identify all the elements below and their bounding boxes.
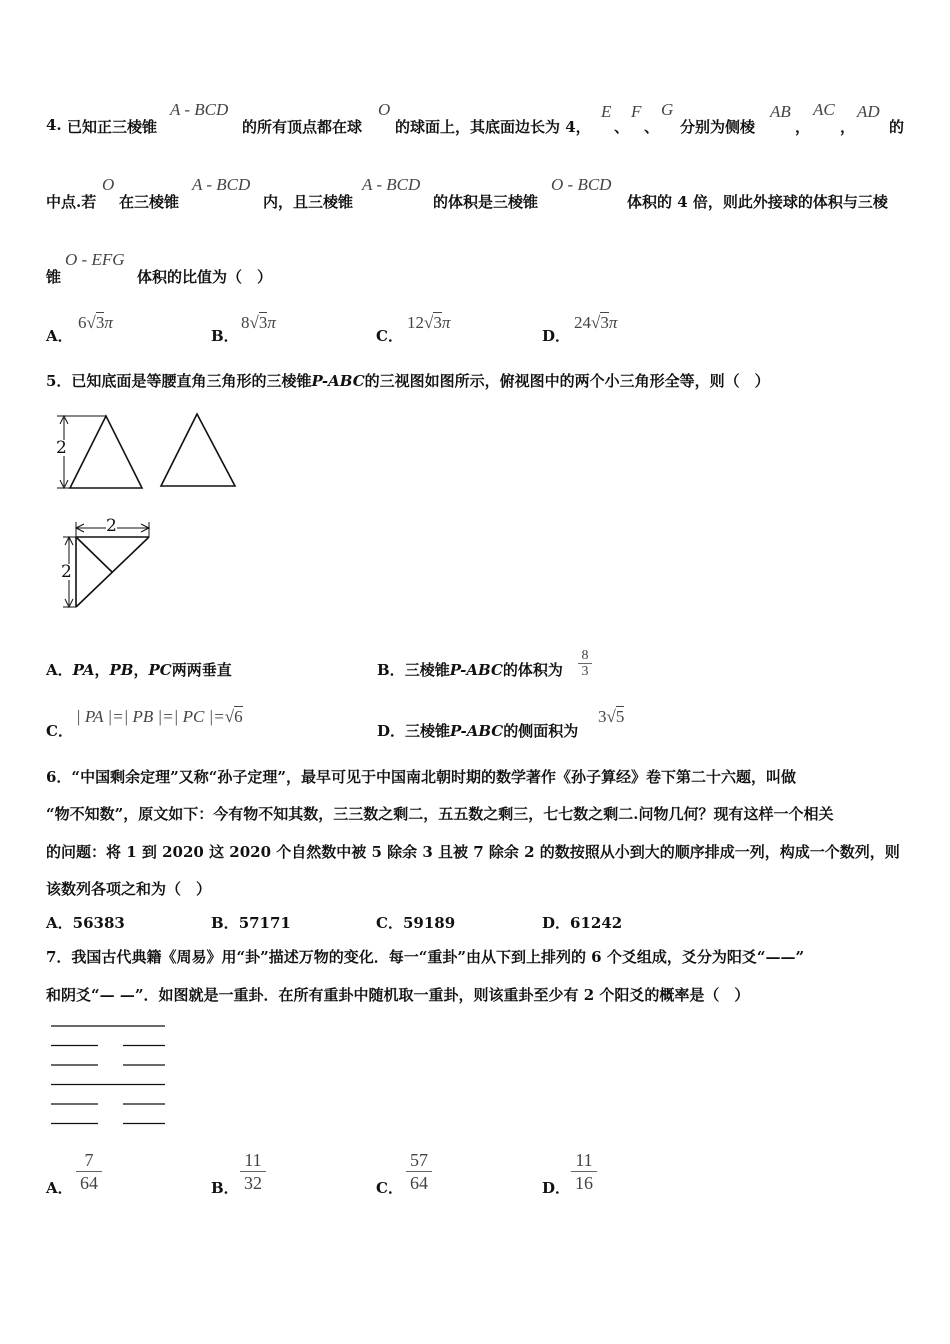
q4-l3-text-2: 体积的比值为（ ）: [137, 268, 273, 286]
q7-option-d-fraction: 11 16: [571, 1150, 597, 1193]
q4-sep-2: 、: [644, 118, 660, 136]
sqrt-sign: √: [86, 313, 96, 332]
q4-l2-math-pyramid-3: O - BCD: [551, 175, 612, 194]
q4-l2-text-1: 中点.若: [46, 193, 97, 211]
q4-sep-1: 、: [614, 118, 630, 136]
top-view-dim-label-v: 2: [61, 562, 72, 582]
q7-option-a-label: A．: [46, 1179, 73, 1197]
q4-number: 4.: [46, 116, 62, 134]
q7-option-c-fraction: 57 64: [406, 1150, 432, 1193]
q4-text-4: 分别为侧棱: [680, 118, 756, 136]
q7-line-2: 和阴爻“— —”．如图就是一重卦．在所有重卦中随机取一重卦，则该重卦至少有 2 个阳爻的概率是（ ）: [46, 986, 750, 1004]
q4-l2-math-o: O: [102, 175, 115, 194]
sqrt-sign: √: [424, 313, 434, 332]
q4-comma-2: ，: [840, 118, 856, 136]
q4-math-f: F: [631, 102, 642, 121]
q6-line-4: 该数列各项之和为（ ）: [46, 880, 212, 898]
q6-line-2: “物不知数”，原文如下：今有物不知其数，三三数之剩二，五五数之剩三，七七数之剩二.问物几何？现有这样一个相关: [46, 805, 834, 823]
q4-option-c-label: C．: [376, 327, 403, 345]
sqrt-sign: √: [249, 313, 259, 332]
q4-l2-math-pyramid-1: A - BCD: [192, 175, 251, 194]
q4-text-3: 的球面上，其底面边长为 4，: [395, 118, 591, 136]
q5-option-c-expr: | PA |=| PB |=| PC |=√6: [76, 707, 243, 726]
q7-option-c-label: C．: [376, 1179, 403, 1197]
q6-option-d: D．61242: [542, 914, 623, 932]
q4-text-2: 的所有顶点都在球: [242, 118, 363, 136]
q4-text-5: 的: [889, 118, 905, 136]
q5-option-d: D．三棱锥P-ABC的侧面积为: [377, 722, 579, 740]
q4-option-a-value: 6√3π: [78, 313, 113, 332]
q4-math-ac: AC: [813, 100, 835, 119]
q6-option-c: C．59189: [376, 914, 456, 932]
q4-l2-text-2: 在三棱锥: [119, 193, 180, 211]
sqrt-sign: √: [591, 313, 601, 332]
q4-l3-text-1: 锥: [46, 268, 62, 286]
q5-option-c-label: C．: [46, 722, 73, 740]
q4-option-b-label: B．: [211, 327, 239, 345]
q6-option-a: A．56383: [46, 914, 125, 932]
q5-option-a: A．PA，PB，PC两两垂直: [46, 661, 232, 679]
q4-option-a-label: A．: [46, 327, 73, 345]
q4-l2-text-5: 体积的 4 倍，则此外接球的体积与三棱: [627, 193, 888, 211]
q7-option-b-label: B．: [211, 1179, 239, 1197]
q6-line-1: 6．“中国剩余定理”又称“孙子定理”，最早可见于中国南北朝时期的数学著作《孙子算经》卷下第二十六题，叫做: [46, 768, 796, 786]
q4-l2-text-3: 内，且三棱锥: [263, 193, 354, 211]
q7-line-1: 7．我国古代典籍《周易》用“卦”描述万物的变化．每一“重卦”由从下到上排列的 6 个爻组成，爻分为阳爻“——”: [46, 948, 805, 966]
q6-line-3: 的问题：将 1 到 2020 这 2020 个自然数中被 5 除余 3 且被 7 除余 2 的数按照从小到大的顺序排成一列，构成一个数列，则: [46, 843, 900, 861]
q5-option-b: B．三棱锥P-ABC的体积为: [377, 661, 563, 679]
q5-option-d-value: 3√5: [598, 707, 625, 726]
q4-option-d-value: 24√3π: [574, 313, 618, 332]
top-view-dim-label-h: 2: [106, 516, 117, 536]
q4-option-b-value: 8√3π: [241, 313, 276, 332]
q4-l3-math-pyramid: O - EFG: [65, 250, 125, 269]
sqrt-sign: √: [606, 707, 616, 726]
q4-text-1: 已知正三棱锥: [67, 118, 158, 136]
q6-option-b: B．57171: [211, 914, 291, 932]
q4-math-e: E: [601, 102, 612, 121]
q4-option-d-label: D．: [542, 327, 571, 345]
q7-option-b-fraction: 11 32: [240, 1150, 266, 1193]
q7-option-d-label: D．: [542, 1179, 571, 1197]
q4-l2-text-4: 的体积是三棱锥: [433, 193, 539, 211]
front-view-dim-label: 2: [56, 438, 67, 458]
q4-math-ab: AB: [770, 102, 791, 121]
q4-math-ad: AD: [857, 102, 880, 121]
sqrt-sign: √: [224, 707, 235, 726]
q4-option-c-value: 12√3π: [407, 313, 451, 332]
q4-comma-1: ，: [795, 118, 811, 136]
q7-option-a-fraction: 7 64: [76, 1150, 102, 1193]
q5-stem: 5．已知底面是等腰直角三角形的三棱锥P-ABC的三视图如图所示，俯视图中的两个小三角形全等，则（ ）: [46, 372, 770, 390]
q4-math-o: O: [378, 100, 391, 119]
q4-math-g: G: [661, 100, 674, 119]
q4-l2-math-pyramid-2: A - BCD: [362, 175, 421, 194]
q4-math-pyramid: A - BCD: [170, 100, 229, 119]
q5-option-b-fraction: 8 3: [578, 648, 592, 679]
